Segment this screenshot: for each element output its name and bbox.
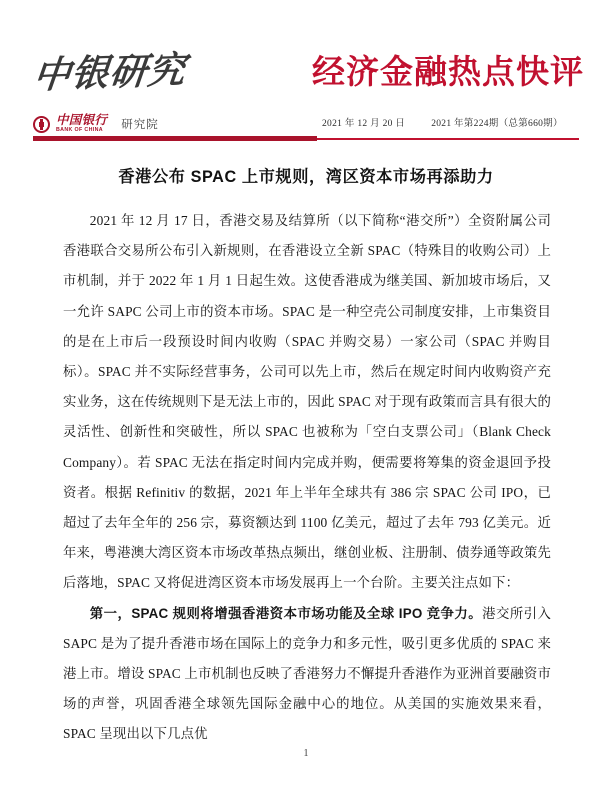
- bank-name-cn: 中国银行: [56, 113, 108, 127]
- paragraph: [63, 206, 551, 599]
- bank-of-china-logo-icon: [33, 116, 50, 133]
- paragraph-text: 港交所引入 SAPC 是为了提升香港市场在国际上的竞争力和多元性，吸引更多优质的 SPAC 来港上市。增设 SPAC 上市机制也反映了香港努力不懈提升香港作为亚洲首要融资市场的声誉，巩固香港全球领先国际金融中心的地位。从美国的实施效果来看，SPAC 呈现出以下几点优: [63, 605, 552, 742]
- issue-number: 2021 年第224期（总第660期）: [431, 119, 563, 129]
- article-title: 香港公布 SPAC 上市规则，湾区资本市场再添助力: [118, 168, 494, 186]
- issue-metadata: [322, 115, 563, 129]
- paragraph: [63, 599, 551, 750]
- page-number: 1: [303, 748, 309, 759]
- publication-date: 2021 年 12 月 20 日: [322, 119, 406, 129]
- paragraph-text: 2021 年 12 月 17 日，香港交易及结算所（以下简称“港交所”）全资附属公司香港联合交易所公布引入新规则，在香港设立全新 SPAC（特殊目的收购公司）上市机制，并于 2022 年 1 月 1 日起生效。这使香港成为继美国、新加坡市场后，又一允许 SAPC 公司上市的资本市场。SPAC 是一种空壳公司制度安排，上市集资目的是在上市后一段预设时间内收购（SPAC 并购交易）一家公司（SPAC 并购目标）。SPAC 并不实际经营事务，公司可以先上市，然后在规定时间内收购资产充实业务，这在传统规则下是无法上市的，因此 SPAC 对于现有政策而言具有很大的灵活性、创新性和突破性，所以 SPAC 也被称为「空白支票公司」（Blank Check Company）。若 SPAC 无法在指定时间内完成并购，便需要将筹集的资金退回予投资者。根据 Refinitiv 的数据，2021 年上半年全球共有 386 宗 SPAC 公司 IPO，已超过了去年全年的 256 宗，募资额达到 1100 亿美元，超过了去年 793 亿美元。近年来，粤港澳大湾区资本市场改革热点频出，继创业板、注册制、债券通等政策先后落地，SPAC 又将促进湾区资本市场发展再上一个台阶。主要关注点如下：: [63, 213, 551, 591]
- bank-name-block: [50, 114, 107, 134]
- paragraph-lead: 第一，SPAC 规则将增强香港资本市场功能及全球 IPO 竞争力。: [89, 605, 483, 621]
- institute-name: 研究院: [121, 119, 159, 131]
- bank-name-en: BANK OF CHINA: [56, 127, 103, 133]
- header-rule-secondary: [317, 138, 579, 140]
- boc-research-calligraphy-logo: 中银研究: [31, 50, 188, 97]
- publication-title: 经济金融热点快评: [312, 53, 584, 90]
- bank-of-china-identity: [33, 112, 159, 136]
- document-masthead: [0, 0, 612, 148]
- header-rule-primary: [33, 136, 317, 141]
- article-body: [63, 206, 551, 750]
